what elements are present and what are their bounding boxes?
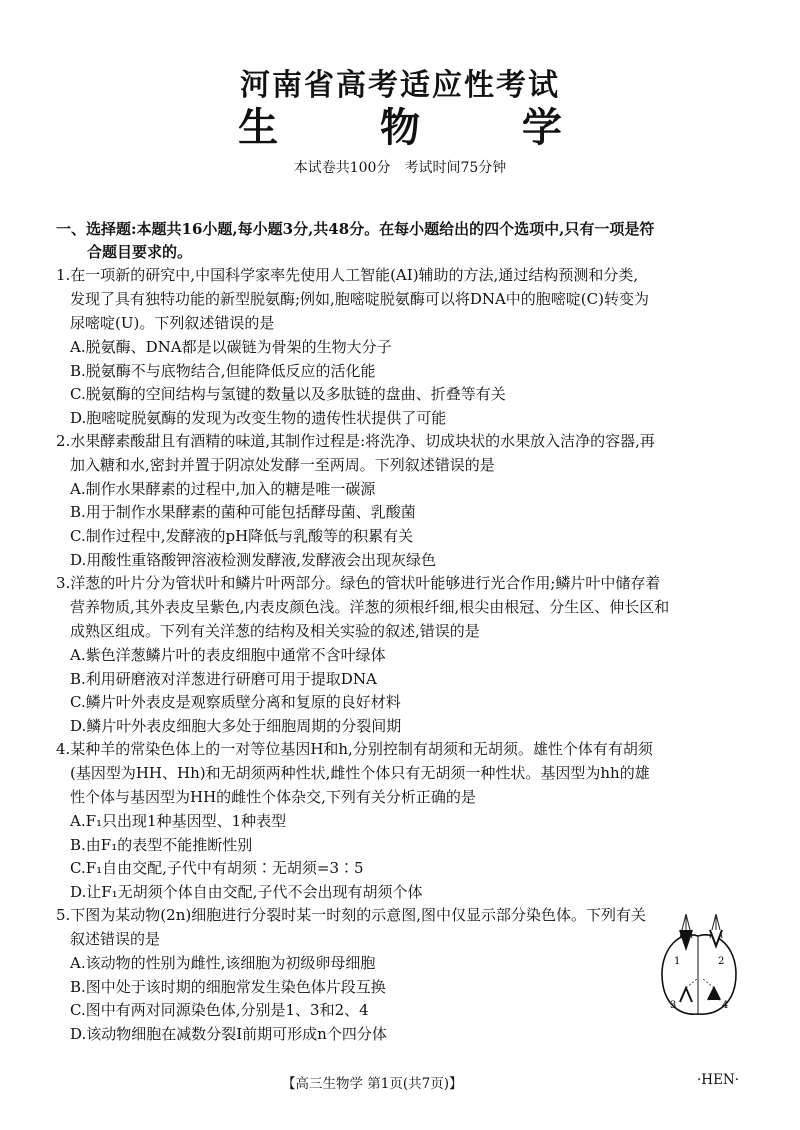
section-heading-line1: 一、选择题:本题共16小题,每小题3分,共48分。在每小题给出的四个选项中,只有一项是符 bbox=[56, 220, 655, 238]
q1-option-b: B.脱氨酶不与底物结合,但能降低反应的活化能 bbox=[70, 362, 376, 380]
q3-stem-line3: 成熟区组成。下列有关洋葱的结构及相关实验的叙述,错误的是 bbox=[70, 622, 480, 640]
section-heading-line2: 合题目要求的。 bbox=[87, 243, 193, 261]
q2-stem-line1: 2.水果酵素酸甜且有酒精的味道,其制作过程是:将洗净、切成块状的水果放入洁净的容器,再 bbox=[56, 432, 655, 450]
lower-spindle bbox=[686, 978, 714, 988]
q3-option-c: C.鳞片叶外表皮是观察质壁分离和复原的良好材料 bbox=[70, 693, 401, 711]
score-info: 本试卷共100分 bbox=[293, 160, 391, 176]
chromosome-label-2: 2 bbox=[718, 956, 725, 967]
q4-option-a: A.F₁只出现1种基因型、1种表型 bbox=[70, 812, 287, 830]
q1-option-d: D.胞嘧啶脱氨酶的发现为改变生物的遗传性状提供了可能 bbox=[70, 409, 447, 427]
time-info: 考试时间75分钟 bbox=[404, 160, 507, 176]
q4-option-d: D.让F₁无胡须个体自由交配,子代不会出现有胡须个体 bbox=[70, 883, 423, 901]
chromosome-3 bbox=[680, 988, 692, 1002]
subject-title: 生 物 学 bbox=[238, 104, 606, 151]
chromosome-2 bbox=[710, 930, 722, 946]
q4-option-c: C.F₁自由交配,子代中有胡须∶无胡须=3∶5 bbox=[70, 859, 364, 877]
page-footer: 【高三生物学 第1页(共7页)】 bbox=[282, 1076, 463, 1092]
q2-option-c: C.制作过程中,发酵液的pH降低与乳酸等的积累有关 bbox=[70, 527, 414, 545]
q4-stem-line1: 4.某种羊的常染色体上的一对等位基因H和h,分别控制有胡须和无胡须。雄性个体有有胡须 bbox=[56, 740, 653, 758]
q4-option-b: B.由F₁的表型不能推断性别 bbox=[70, 836, 253, 854]
q5-option-a: A.该动物的性别为雌性,该细胞为初级卵母细胞 bbox=[70, 954, 376, 972]
exam-title: 河南省高考适应性考试 bbox=[240, 68, 560, 103]
q5-option-d: D.该动物细胞在减数分裂Ⅰ前期可形成n个四分体 bbox=[70, 1025, 387, 1043]
chromosome-label-4: 4 bbox=[722, 1000, 729, 1011]
q3-option-b: B.利用研磨液对洋葱进行研磨可用于提取DNA bbox=[70, 670, 377, 688]
q2-option-b: B.用于制作水果酵素的菌种可能包括酵母菌、乳酸菌 bbox=[70, 503, 416, 521]
q1-stem-line2: 发现了具有独特功能的新型脱氨酶;例如,胞嘧啶脱氨酶可以将DNA中的胞嘧啶(C)转变为 bbox=[70, 290, 649, 308]
chromosome-4 bbox=[708, 988, 720, 1000]
q2-option-d: D.用酸性重铬酸钾溶液检测发酵液,发酵液会出现灰绿色 bbox=[70, 551, 437, 569]
q2-stem-line2: 加入糖和水,密封并置于阴凉处发酵一至两周。下列叙述错误的是 bbox=[70, 456, 495, 474]
cell-division-diagram bbox=[650, 908, 746, 1022]
q3-option-a: A.紫色洋葱鳞片叶的表皮细胞中通常不含叶绿体 bbox=[70, 646, 386, 664]
q3-stem-line1: 3.洋葱的叶片分为管状叶和鳞片叶两部分。绿色的管状叶能够进行光合作用;鳞片叶中储存着 bbox=[56, 574, 661, 592]
q1-option-a: A.脱氨酶、DNA都是以碳链为骨架的生物大分子 bbox=[70, 338, 392, 356]
q5-stem-line2: 叙述错误的是 bbox=[70, 930, 161, 948]
exam-info bbox=[0, 157, 800, 177]
chromosome-1 bbox=[680, 930, 692, 948]
chromosome-label-3: 3 bbox=[670, 1000, 677, 1011]
q1-option-c: C.脱氨酶的空间结构与氢键的数量以及多肽链的盘曲、折叠等有关 bbox=[70, 385, 506, 403]
q1-stem-line1: 1.在一项新的研究中,中国科学家率先使用人工智能(AI)辅助的方法,通过结构预测和分类, bbox=[56, 266, 639, 284]
q3-stem-line2: 营养物质,其外表皮呈紫色,内表皮颜色浅。洋葱的须根纤细,根尖由根冠、分生区、伸长区和 bbox=[70, 598, 670, 616]
q1-stem-line3: 尿嘧啶(U)。下列叙述错误的是 bbox=[70, 314, 275, 332]
footer-code: ·HEN· bbox=[697, 1072, 740, 1088]
q4-stem-line2: (基因型为HH、Hh)和无胡须两种性状,雌性个体只有无胡须一种性状。基因型为hh的雄 bbox=[70, 764, 650, 782]
q5-stem-line1: 5.下图为某动物(2n)细胞进行分裂时某一时刻的示意图,图中仅显示部分染色体。下列有关 bbox=[56, 906, 646, 924]
q5-option-c: C.图中有两对同源染色体,分别是1、3和2、4 bbox=[70, 1001, 369, 1019]
q5-option-b: B.图中处于该时期的细胞常发生染色体片段互换 bbox=[70, 978, 386, 996]
chromosome-label-1: 1 bbox=[674, 956, 681, 967]
q3-option-d: D.鳞片叶外表皮细胞大多处于细胞周期的分裂间期 bbox=[70, 717, 402, 735]
q4-stem-line3: 性个体与基因型为HH的雌性个体杂交,下列有关分析正确的是 bbox=[70, 788, 476, 806]
q2-option-a: A.制作水果酵素的过程中,加入的糖是唯一碳源 bbox=[70, 480, 376, 498]
